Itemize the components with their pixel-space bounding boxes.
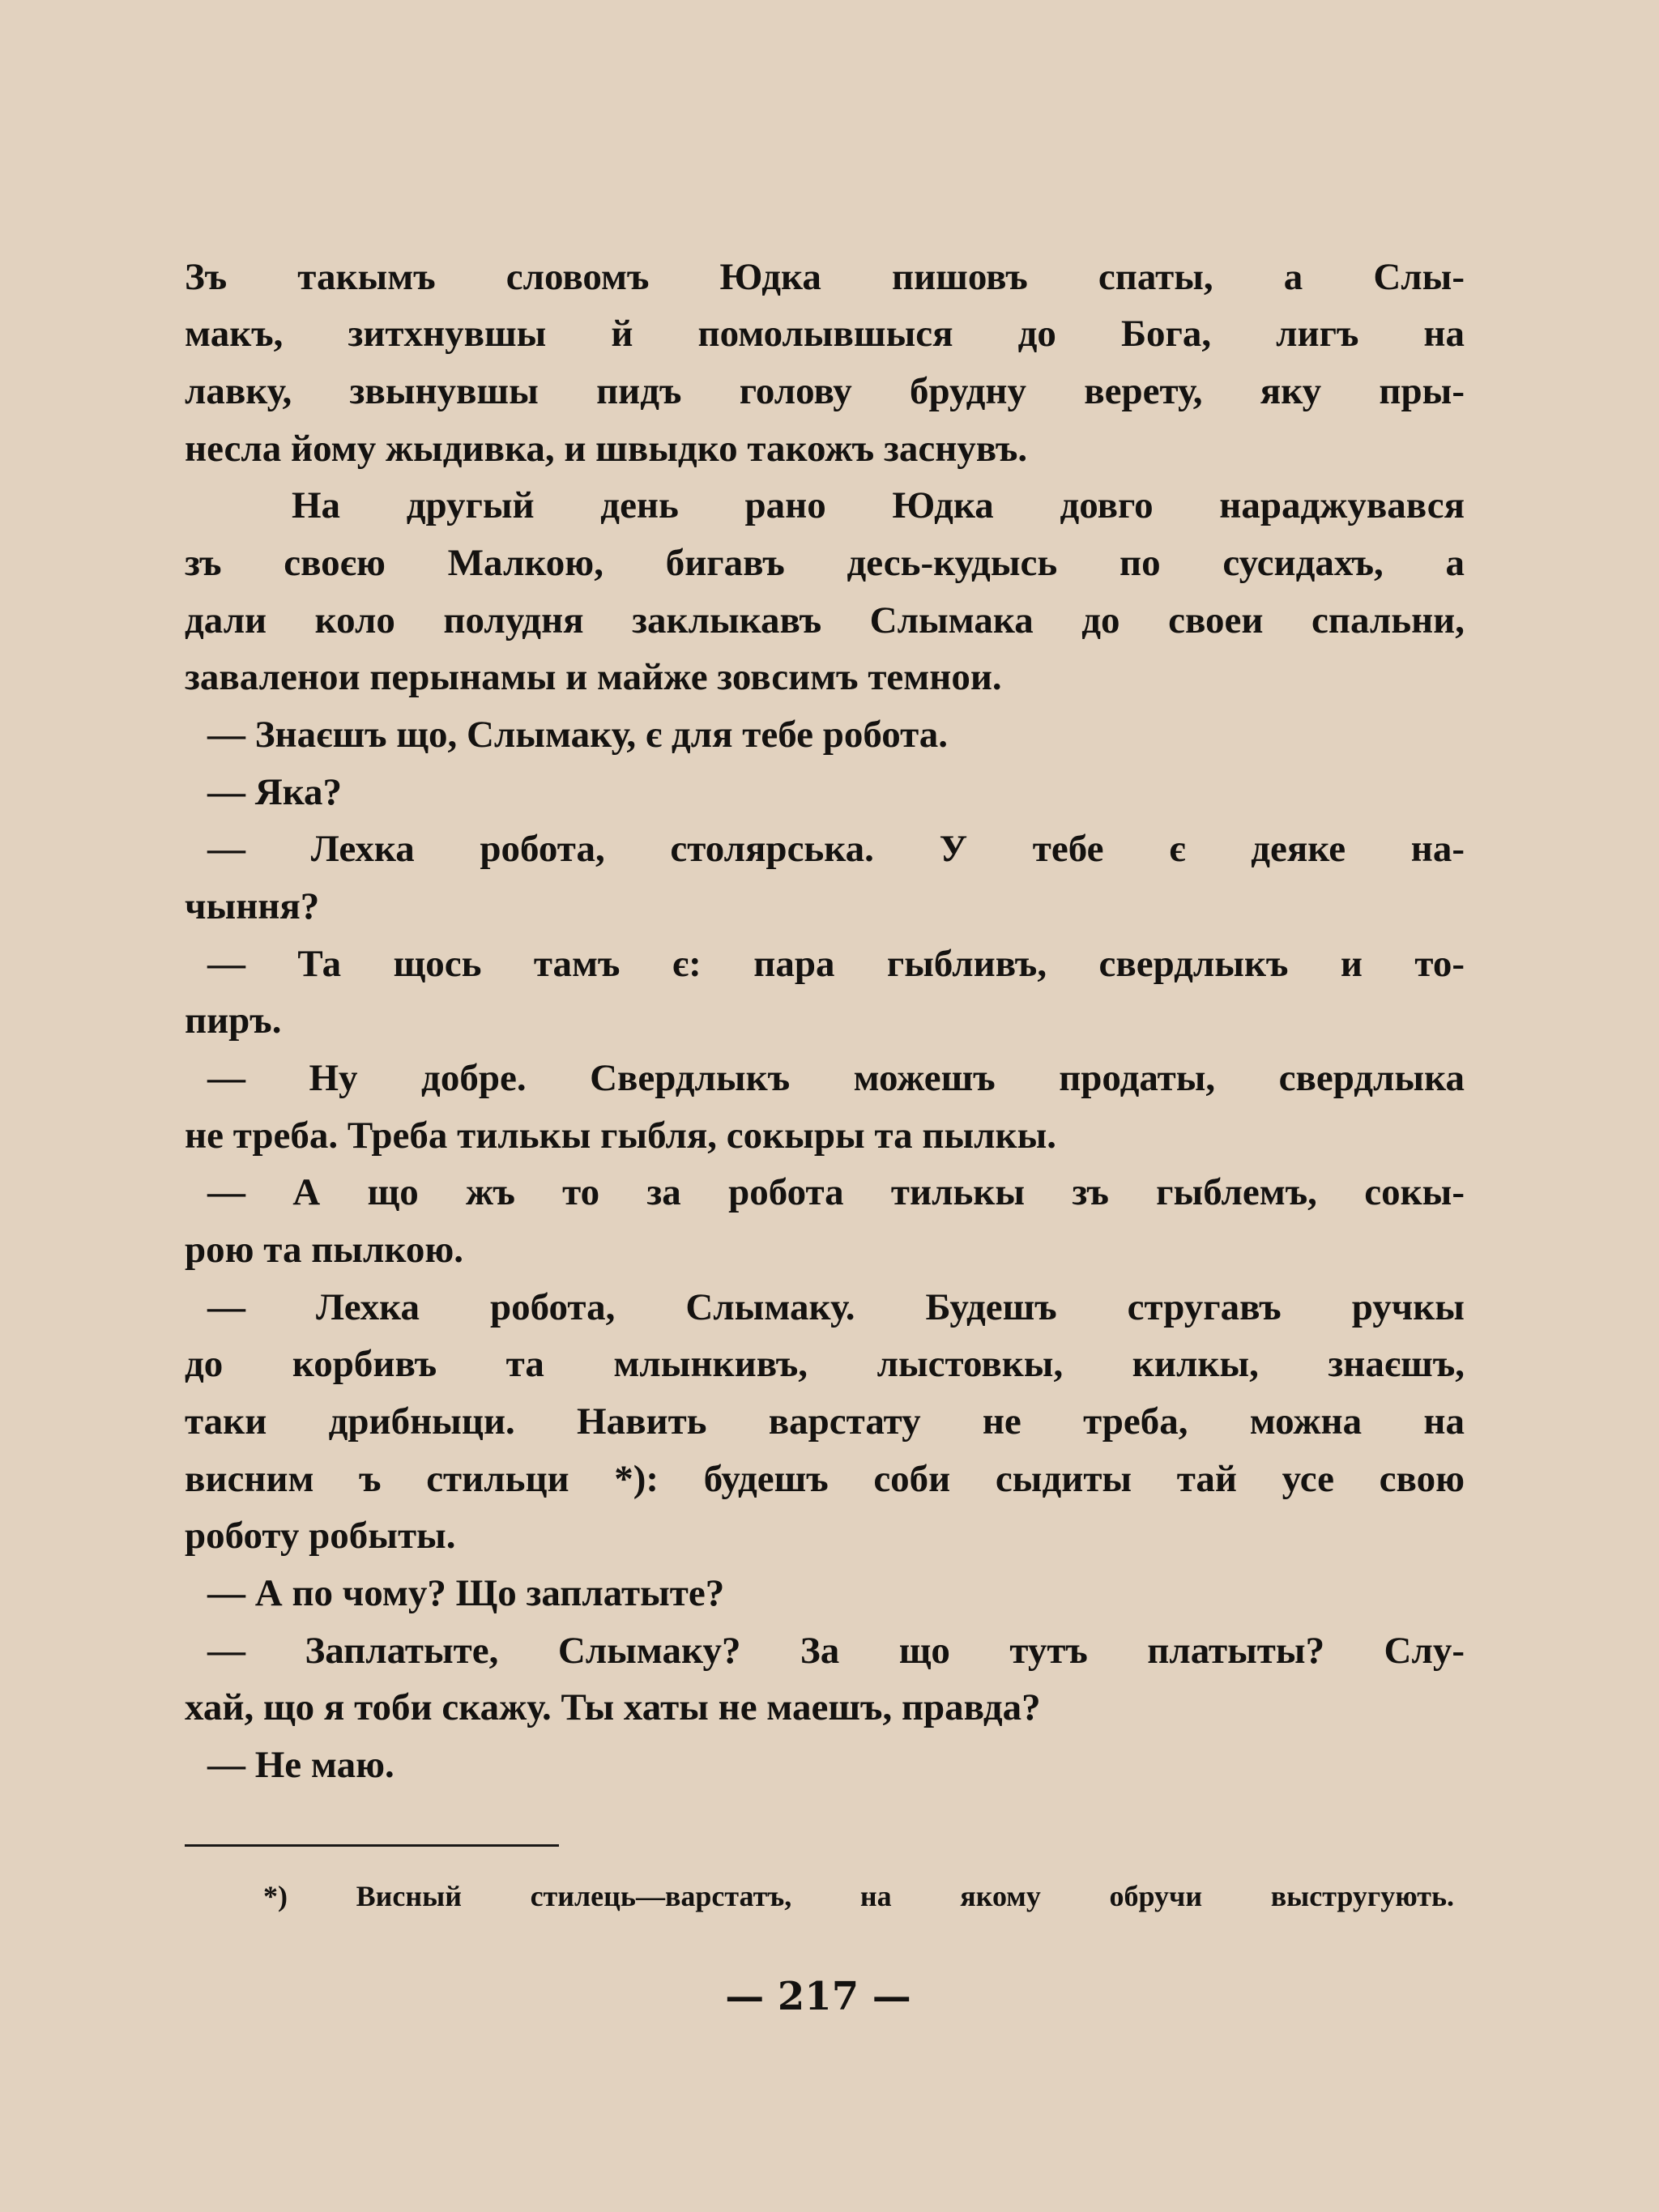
text-line: несла йому жыдивка, и швыдко такожъ заснувъ.: [185, 428, 1028, 470]
dialogue-line: — Не маю.: [207, 1744, 394, 1786]
text-line: зъ своєю Малкою, бигавъ десь-кудысь по сусидахъ, а: [185, 542, 1465, 584]
dialogue-line: — Лехка робота, столярська. У тебе є деяке на-: [207, 828, 1465, 870]
dialogue-line: — Яка?: [207, 771, 343, 813]
dialogue-line: — Ну добре. Свердлыкъ можешъ продаты, свердлыка: [207, 1057, 1465, 1099]
text-line: На другый день рано Юдка довго нараджувався: [292, 484, 1465, 526]
text-line: пиръ.: [185, 999, 282, 1042]
dialogue-line: — Заплатыте, Слымаку? За що тутъ платыты? Слу-: [207, 1630, 1465, 1672]
text-line: висним ъ стильци *): будешъ соби сыдиты тай усе свою: [185, 1458, 1465, 1500]
dialogue-line: — Та щось тамъ є: пара гыбливъ, свердлыкъ и то-: [207, 943, 1465, 985]
dialogue-line: — Лехка робота, Слымаку. Будешъ стругавъ ручкы: [207, 1286, 1465, 1328]
footnote-divider: [185, 1844, 559, 1847]
text-line: макъ, зитхнувшы й помолывшыся до Бога, лигъ на: [185, 313, 1465, 355]
text-line: лавку, звынувшы пидъ голову брудну верету, яку пры-: [185, 370, 1465, 412]
footnote: *) Висный стилець—варстатъ, на якому обручи выстругують.: [263, 1880, 1454, 1912]
text-line: заваленои перынамы и майже зовсимъ темнои.: [185, 656, 1002, 698]
text-line: не треба. Треба тилькы гыбля, сокыры та пылкы.: [185, 1115, 1057, 1157]
page-number: — 217 —: [725, 1974, 911, 2019]
text-line: чыння?: [185, 885, 320, 927]
text-line: дали коло полудня заклыкавъ Слымака до своеи спальни,: [185, 599, 1465, 641]
text-line: Зъ такымъ словомъ Юдка пишовъ спаты, а Слы-: [185, 256, 1465, 298]
dialogue-line: — А що жъ то за робота тилькы зъ гыблемъ, сокы-: [207, 1171, 1465, 1213]
dialogue-line: — Знаєшъ що, Слымаку, є для тебе робота.: [207, 714, 948, 756]
text-line: рою та пылкою.: [185, 1229, 463, 1271]
text-line: до корбивъ та млынкивъ, лыстовкы, килкы, знаєшъ,: [185, 1343, 1465, 1385]
text-line: хай, що я тоби скажу. Ты хаты не маешъ, правда?: [185, 1686, 1041, 1728]
text-line: таки дрибныци. Навить варстату не треба, можна на: [185, 1400, 1465, 1443]
dialogue-line: — А по чому? Що заплатыте?: [207, 1572, 725, 1614]
text-line: роботу робыты.: [185, 1515, 456, 1557]
